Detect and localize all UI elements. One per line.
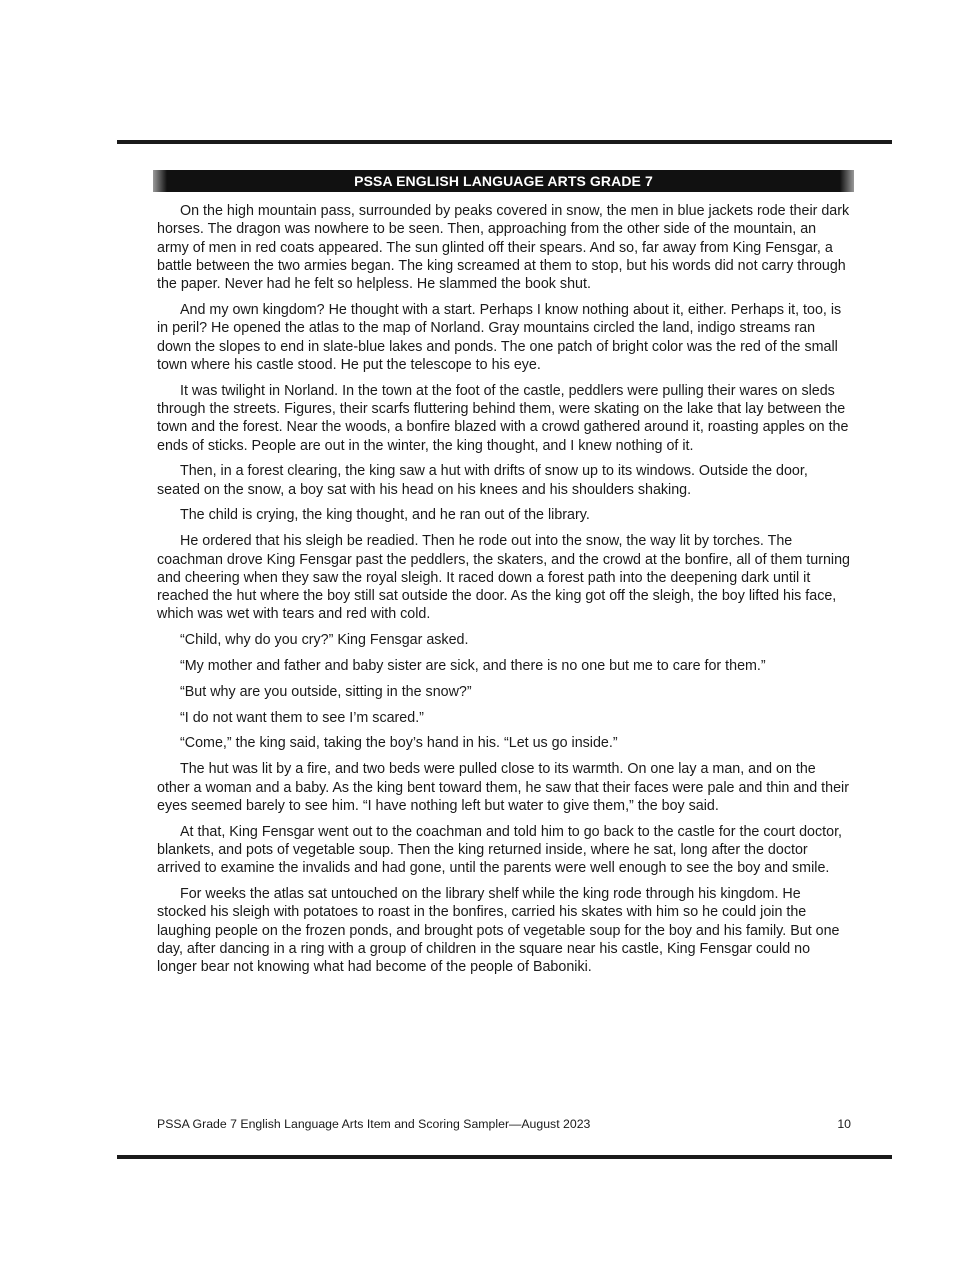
paragraph: “Come,” the king said, taking the boy’s hand in his. “Let us go inside.” <box>180 735 618 752</box>
paragraph: “Child, why do you cry?” King Fensgar asked. <box>180 632 469 649</box>
paragraph: The hut was lit by a fire, and two beds were pulled close to its warmth. On one lay a man, and on the other a woman and a baby. As the king bent toward them, he saw that their faces were pale and thin and their eyes seemed barely to see him. “I have nothing left but water to give them,” the boy said. <box>157 761 849 814</box>
paragraph: Then, in a forest clearing, the king saw a hut with drifts of snow up to its windows. Outside the door, seated on the snow, a boy sat with his head on his knees and his shoulders shaking. <box>157 463 808 498</box>
page-title: PSSA ENGLISH LANGUAGE ARTS GRADE 7 <box>354 173 653 189</box>
page-number: 10 <box>837 1117 851 1131</box>
paragraph: It was twilight in Norland. In the town at the foot of the castle, peddlers were pulling their wares on sleds through the streets. Figures, their scarfs fluttering behind them, were skating on the lake that lay between the town and the forest. Near the woods, a bonfire blazed with a crowd gathered around it, roasting apples on the ends of sticks. People are out in the winter, the king thought, and I knew nothing of it. <box>157 382 849 454</box>
top-rule <box>117 140 892 144</box>
paragraph: And my own kingdom? He thought with a start. Perhaps I know nothing about it, either. Perhaps it, too, is in peril? He opened the atlas to the map of Norland. Gray mountains circled the land, indigo streams ran down the slopes to end in slate-blue lakes and ponds. The one patch of bright color was the red of the small town where his castle stood. He put the telescope to his eye. <box>157 301 842 373</box>
paragraph: The child is crying, the king thought, and he ran out of the library. <box>180 507 590 524</box>
paragraph: “But why are you outside, sitting in the snow?” <box>180 683 472 700</box>
header-fade-right <box>840 170 854 192</box>
section-header <box>153 170 854 192</box>
paragraph: At that, King Fensgar went out to the coachman and told him to go back to the castle for the court doctor, blankets, and pots of vegetable soup. Then the king returned inside, where he sat, long after the doctor arrived to examine the invalids and had gone, until the parents were well enough to see the boy and smile. <box>157 823 843 877</box>
paragraph: “I do not want them to see I’m scared.” <box>180 709 424 726</box>
passage-body <box>157 202 851 984</box>
paragraph: He ordered that his sleigh be readied. Then he rode out into the snow, the way lit by torches. The coachman drove King Fensgar past the peddlers, the skaters, and the crowd at the bonfire, all of them turning and cheering when they saw the royal sleigh. It raced down a forest path into the deepening dark until it reached the hut where the boy still sat outside the door. As the king got off the sleigh, the boy lifted his face, which was wet with tears and red with cold. <box>157 533 851 623</box>
paragraph: “My mother and father and baby sister are sick, and there is no one but me to care for them.” <box>180 658 766 675</box>
bottom-rule <box>117 1155 892 1159</box>
paragraph: On the high mountain pass, surrounded by peaks covered in snow, the men in blue jackets rode their dark horses. The dragon was nowhere to be seen. Then, approaching from the other side of the mountain, an army of men in red coats appeared. The sun glinted off their spears. And so, far away from King Fensgar, a battle between the two armies began. The king screamed at them to stop, but his words did not carry through the paper. Never had he felt so helpless. He slammed the book shut. <box>157 203 850 293</box>
header-fade-left <box>153 170 167 192</box>
footer-source: PSSA Grade 7 English Language Arts Item and Scoring Sampler—August 2023 <box>157 1117 591 1131</box>
paragraph: For weeks the atlas sat untouched on the library shelf while the king rode through his kingdom. He stocked his sleigh with potatoes to roast in the bonfires, carried his skates with him so he could join the laughing people on the frozen ponds, and brought pots of vegetable soup for the boy and his family. But one day, after dancing in a ring with a group of children in the square near his castle, King Fensgar could no longer bear not knowing what had become of the people of Baboniki. <box>157 886 840 976</box>
